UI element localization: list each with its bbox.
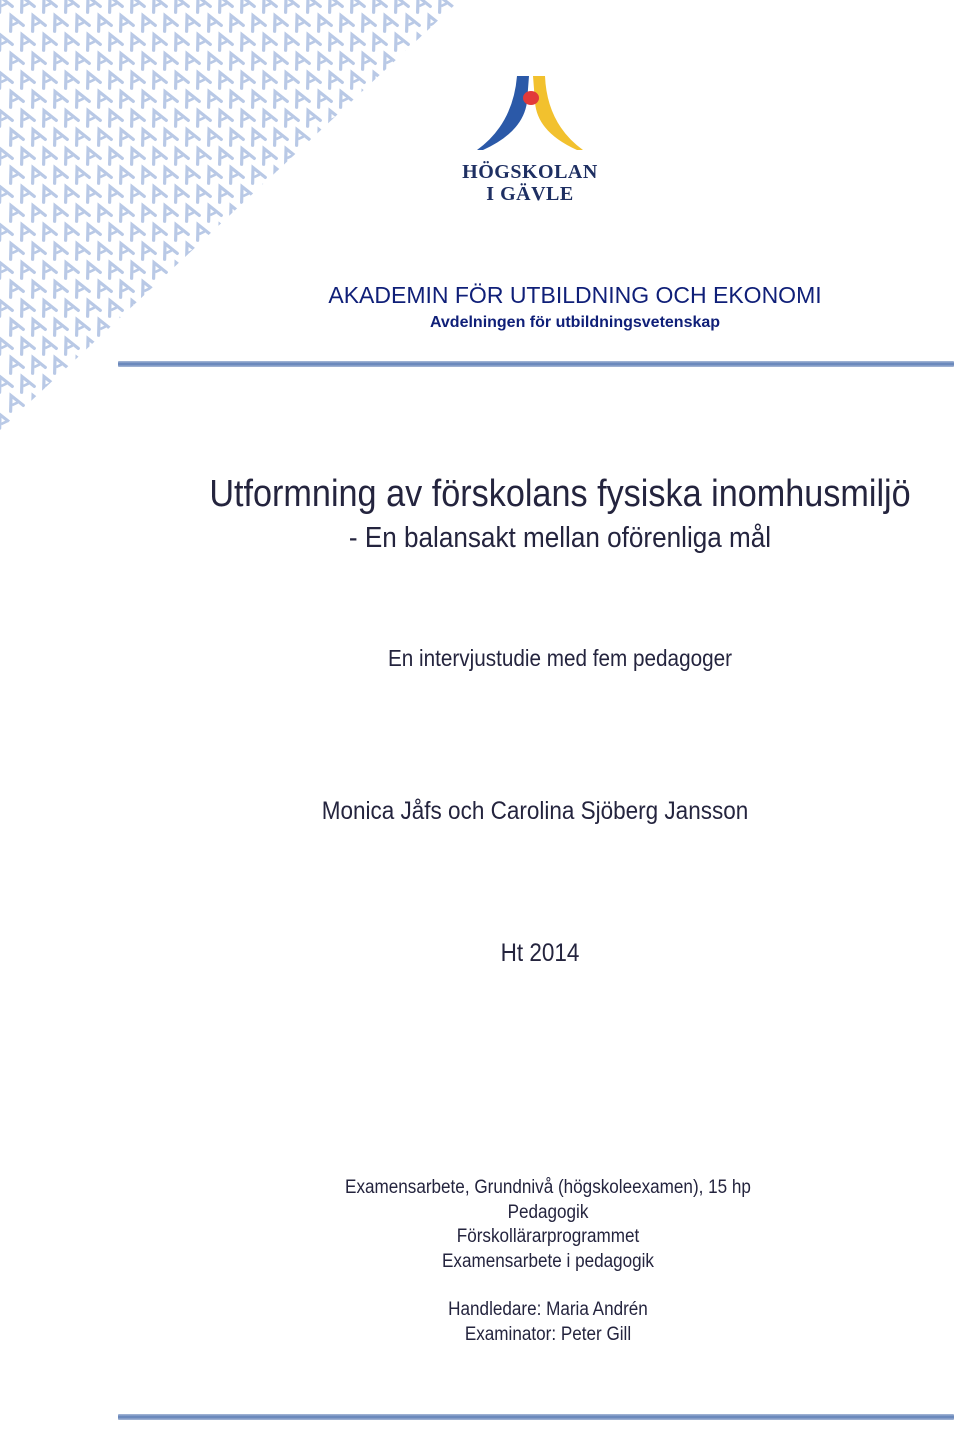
pattern-mark bbox=[181, 165, 200, 184]
pattern-mark bbox=[0, 260, 12, 279]
pattern-mark bbox=[247, 89, 266, 108]
pattern-mark bbox=[71, 241, 90, 260]
pattern-mark bbox=[38, 260, 57, 279]
term: Ht 2014 bbox=[500, 939, 580, 967]
pattern-mark bbox=[49, 89, 68, 108]
pattern-mark bbox=[93, 89, 112, 108]
pattern-mark bbox=[181, 89, 200, 108]
pattern-mark bbox=[170, 108, 189, 127]
pattern-mark bbox=[181, 51, 200, 70]
pattern-mark bbox=[38, 336, 57, 355]
pattern-mark bbox=[159, 51, 178, 70]
academy-name: AKADEMIN FÖR UTBILDNING OCH EKONOMI bbox=[328, 282, 822, 308]
pattern-mark bbox=[159, 203, 178, 222]
pattern-mark bbox=[214, 0, 233, 12]
pattern-mark bbox=[93, 13, 112, 32]
pattern-mark bbox=[16, 336, 35, 355]
pattern-mark bbox=[60, 298, 79, 317]
pattern-mark bbox=[16, 298, 35, 317]
pattern-mark bbox=[192, 184, 211, 203]
pattern-mark bbox=[159, 241, 178, 260]
pattern-mark bbox=[82, 0, 101, 12]
pattern-mark bbox=[60, 0, 79, 12]
pattern-mark bbox=[16, 0, 35, 12]
pattern-mark bbox=[214, 146, 233, 165]
pattern-mark bbox=[93, 165, 112, 184]
pattern-mark bbox=[324, 0, 343, 12]
pattern-mark bbox=[0, 184, 12, 203]
pattern-mark bbox=[126, 146, 145, 165]
pattern-mark bbox=[412, 0, 431, 12]
pattern-mark bbox=[269, 89, 288, 108]
pattern-mark bbox=[27, 127, 46, 146]
pattern-mark bbox=[170, 0, 189, 12]
pattern-mark bbox=[27, 279, 46, 298]
pattern-mark bbox=[302, 108, 321, 127]
pattern-mark bbox=[38, 108, 57, 127]
pattern-mark bbox=[49, 51, 68, 70]
pattern-mark bbox=[390, 0, 409, 12]
pattern-mark bbox=[170, 32, 189, 51]
pattern-mark bbox=[60, 222, 79, 241]
pattern-mark bbox=[0, 336, 12, 355]
course-subject: Pedagogik bbox=[507, 1201, 589, 1223]
pattern-mark bbox=[71, 51, 90, 70]
pattern-mark bbox=[148, 184, 167, 203]
pattern-mark bbox=[5, 51, 24, 70]
pattern-mark bbox=[137, 51, 156, 70]
pattern-mark bbox=[0, 32, 12, 51]
pattern-mark bbox=[291, 89, 310, 108]
pattern-mark bbox=[126, 222, 145, 241]
pattern-mark bbox=[269, 13, 288, 32]
pattern-mark bbox=[16, 146, 35, 165]
pattern-mark bbox=[60, 260, 79, 279]
pattern-mark bbox=[225, 13, 244, 32]
pattern-mark bbox=[104, 146, 123, 165]
pattern-mark bbox=[38, 70, 57, 89]
supervision-details bbox=[116, 1298, 960, 1347]
pattern-mark bbox=[214, 184, 233, 203]
pattern-mark bbox=[0, 374, 12, 393]
pattern-mark bbox=[5, 355, 24, 374]
pattern-mark bbox=[16, 184, 35, 203]
pattern-mark bbox=[49, 127, 68, 146]
pattern-mark bbox=[126, 0, 145, 12]
pattern-mark bbox=[225, 89, 244, 108]
pattern-mark bbox=[27, 89, 46, 108]
pattern-mark bbox=[0, 146, 12, 165]
pattern-mark bbox=[335, 13, 354, 32]
pattern-mark bbox=[27, 355, 46, 374]
pattern-mark bbox=[16, 108, 35, 127]
pattern-mark bbox=[236, 0, 255, 12]
pattern-mark bbox=[280, 70, 299, 89]
pattern-mark bbox=[137, 89, 156, 108]
pattern-mark bbox=[335, 51, 354, 70]
pattern-mark bbox=[302, 70, 321, 89]
pattern-mark bbox=[104, 184, 123, 203]
logo-wordmark-line2: I GÄVLE bbox=[486, 183, 574, 205]
pattern-mark bbox=[126, 70, 145, 89]
pattern-mark bbox=[71, 317, 90, 336]
pattern-mark bbox=[192, 146, 211, 165]
pattern-mark bbox=[302, 32, 321, 51]
pattern-mark bbox=[225, 127, 244, 146]
pattern-mark bbox=[16, 260, 35, 279]
pattern-mark bbox=[137, 203, 156, 222]
pattern-mark bbox=[236, 146, 255, 165]
pattern-mark bbox=[82, 184, 101, 203]
pattern-mark bbox=[148, 222, 167, 241]
thesis-title: Utformning av förskolans fysiska inomhusmiljö bbox=[209, 473, 911, 515]
pattern-mark bbox=[5, 241, 24, 260]
pattern-mark bbox=[192, 0, 211, 12]
pattern-mark bbox=[104, 108, 123, 127]
pattern-mark bbox=[49, 279, 68, 298]
pattern-mark bbox=[214, 70, 233, 89]
pattern-mark bbox=[104, 70, 123, 89]
pattern-mark bbox=[38, 222, 57, 241]
pattern-mark bbox=[0, 222, 12, 241]
pattern-mark bbox=[137, 165, 156, 184]
pattern-mark bbox=[71, 13, 90, 32]
pattern-mark bbox=[280, 108, 299, 127]
pattern-mark bbox=[324, 32, 343, 51]
thesis-subtitle: - En balansakt mellan oförenliga mål bbox=[348, 522, 772, 554]
pattern-mark bbox=[379, 13, 398, 32]
pattern-mark bbox=[104, 222, 123, 241]
pattern-mark bbox=[236, 108, 255, 127]
pattern-mark bbox=[368, 0, 387, 12]
pattern-mark bbox=[214, 32, 233, 51]
pattern-mark bbox=[5, 317, 24, 336]
study-description: En intervjustudie med fem pedagoger bbox=[387, 645, 733, 671]
pattern-mark bbox=[236, 70, 255, 89]
pattern-mark bbox=[126, 32, 145, 51]
pattern-mark bbox=[247, 127, 266, 146]
pattern-mark bbox=[203, 89, 222, 108]
pattern-mark bbox=[104, 0, 123, 12]
pattern-mark bbox=[71, 203, 90, 222]
pattern-mark bbox=[170, 222, 189, 241]
pattern-mark bbox=[192, 108, 211, 127]
division-name: Avdelningen för utbildningsvetenskap bbox=[429, 314, 721, 331]
pattern-mark bbox=[148, 260, 167, 279]
pattern-mark bbox=[49, 165, 68, 184]
pattern-mark bbox=[214, 108, 233, 127]
pattern-mark bbox=[0, 298, 12, 317]
pattern-mark bbox=[93, 241, 112, 260]
pattern-mark bbox=[148, 32, 167, 51]
pattern-mark bbox=[291, 51, 310, 70]
pattern-mark bbox=[16, 70, 35, 89]
pattern-mark bbox=[82, 260, 101, 279]
pattern-mark bbox=[280, 32, 299, 51]
pattern-mark bbox=[357, 51, 376, 70]
pattern-mark bbox=[38, 32, 57, 51]
pattern-mark bbox=[159, 89, 178, 108]
pattern-mark bbox=[258, 32, 277, 51]
pattern-mark bbox=[324, 70, 343, 89]
pattern-mark bbox=[159, 165, 178, 184]
pattern-mark bbox=[346, 0, 365, 12]
pattern-mark bbox=[192, 70, 211, 89]
pattern-mark bbox=[280, 0, 299, 12]
pattern-mark bbox=[93, 203, 112, 222]
pattern-mark bbox=[16, 374, 35, 393]
pattern-mark bbox=[203, 127, 222, 146]
pattern-mark bbox=[115, 89, 134, 108]
pattern-mark bbox=[60, 336, 79, 355]
pattern-mark bbox=[236, 32, 255, 51]
pattern-mark bbox=[0, 0, 12, 12]
logo-wordmark-line1: HÖGSKOLAN bbox=[462, 161, 598, 183]
pattern-mark bbox=[49, 13, 68, 32]
pattern-mark bbox=[357, 13, 376, 32]
pattern-mark bbox=[49, 203, 68, 222]
pattern-mark bbox=[38, 0, 57, 12]
pattern-mark bbox=[27, 51, 46, 70]
pattern-mark bbox=[247, 13, 266, 32]
pattern-mark bbox=[225, 165, 244, 184]
pattern-mark bbox=[181, 127, 200, 146]
pattern-mark bbox=[126, 184, 145, 203]
pattern-mark bbox=[27, 203, 46, 222]
pattern-mark bbox=[71, 127, 90, 146]
pattern-mark bbox=[291, 13, 310, 32]
pattern-mark bbox=[82, 222, 101, 241]
pattern-mark bbox=[16, 32, 35, 51]
pattern-mark bbox=[104, 260, 123, 279]
pattern-mark bbox=[258, 70, 277, 89]
pattern-mark bbox=[115, 241, 134, 260]
pattern-mark bbox=[82, 70, 101, 89]
pattern-mark bbox=[115, 127, 134, 146]
pattern-mark bbox=[269, 127, 288, 146]
pattern-mark bbox=[82, 146, 101, 165]
pattern-mark bbox=[181, 13, 200, 32]
bottom-divider bbox=[118, 1414, 954, 1420]
supervisor: Handledare: Maria Andrén bbox=[448, 1299, 648, 1320]
pattern-mark bbox=[115, 203, 134, 222]
pattern-mark bbox=[82, 108, 101, 127]
pattern-mark bbox=[71, 89, 90, 108]
pattern-mark bbox=[170, 146, 189, 165]
pattern-mark bbox=[5, 127, 24, 146]
pattern-mark bbox=[115, 51, 134, 70]
top-divider bbox=[118, 361, 954, 367]
pattern-mark bbox=[126, 108, 145, 127]
pattern-mark bbox=[258, 108, 277, 127]
pattern-mark bbox=[192, 32, 211, 51]
pattern-mark bbox=[137, 241, 156, 260]
pattern-mark bbox=[203, 203, 222, 222]
course-level: Examensarbete, Grundnivå (högskoleexamen), 15 hp bbox=[345, 1177, 751, 1198]
pattern-mark bbox=[401, 13, 420, 32]
pattern-mark bbox=[137, 127, 156, 146]
pattern-mark bbox=[71, 279, 90, 298]
pattern-mark bbox=[159, 127, 178, 146]
pattern-mark bbox=[247, 165, 266, 184]
pattern-mark bbox=[27, 241, 46, 260]
pattern-mark bbox=[148, 146, 167, 165]
pattern-mark bbox=[60, 146, 79, 165]
pattern-mark bbox=[313, 13, 332, 32]
pattern-mark bbox=[313, 89, 332, 108]
pattern-mark bbox=[203, 13, 222, 32]
authors: Monica Jåfs och Carolina Sjöberg Jansson bbox=[321, 797, 749, 825]
course-programme: Förskollärarprogrammet bbox=[456, 1226, 640, 1247]
pattern-mark bbox=[0, 70, 12, 89]
pattern-mark bbox=[368, 32, 387, 51]
pattern-mark bbox=[170, 70, 189, 89]
examiner: Examinator: Peter Gill bbox=[464, 1323, 632, 1345]
pattern-mark bbox=[148, 70, 167, 89]
pattern-mark bbox=[93, 51, 112, 70]
pattern-mark bbox=[27, 13, 46, 32]
course-name: Examensarbete i pedagogik bbox=[441, 1250, 654, 1272]
pattern-mark bbox=[49, 317, 68, 336]
pattern-mark bbox=[0, 108, 12, 127]
pattern-mark bbox=[181, 203, 200, 222]
pattern-mark bbox=[60, 70, 79, 89]
pattern-mark bbox=[346, 32, 365, 51]
pattern-mark bbox=[148, 0, 167, 12]
pattern-mark bbox=[247, 51, 266, 70]
pattern-mark bbox=[5, 13, 24, 32]
pattern-mark bbox=[16, 222, 35, 241]
pattern-mark bbox=[313, 51, 332, 70]
pattern-mark bbox=[38, 184, 57, 203]
pattern-mark bbox=[60, 32, 79, 51]
pattern-mark bbox=[225, 51, 244, 70]
pattern-mark bbox=[346, 70, 365, 89]
pattern-mark bbox=[38, 298, 57, 317]
pattern-mark bbox=[5, 393, 24, 412]
pattern-mark bbox=[27, 317, 46, 336]
pattern-mark bbox=[5, 279, 24, 298]
pattern-mark bbox=[258, 0, 277, 12]
pattern-mark bbox=[258, 146, 277, 165]
pattern-mark bbox=[27, 165, 46, 184]
pattern-mark bbox=[148, 108, 167, 127]
pattern-mark bbox=[71, 165, 90, 184]
course-details bbox=[116, 1176, 960, 1274]
pattern-mark bbox=[126, 260, 145, 279]
pattern-mark bbox=[137, 13, 156, 32]
pattern-mark bbox=[159, 13, 178, 32]
pattern-mark bbox=[170, 184, 189, 203]
pattern-mark bbox=[115, 13, 134, 32]
pattern-mark bbox=[60, 108, 79, 127]
pattern-mark bbox=[5, 89, 24, 108]
pattern-mark bbox=[269, 51, 288, 70]
pattern-mark bbox=[82, 32, 101, 51]
pattern-mark bbox=[302, 0, 321, 12]
pattern-mark bbox=[115, 165, 134, 184]
pattern-mark bbox=[291, 127, 310, 146]
pattern-mark bbox=[390, 32, 409, 51]
pattern-mark bbox=[5, 203, 24, 222]
pattern-mark bbox=[203, 51, 222, 70]
pattern-mark bbox=[93, 127, 112, 146]
pattern-mark bbox=[49, 241, 68, 260]
pattern-mark bbox=[203, 165, 222, 184]
pattern-mark bbox=[5, 165, 24, 184]
pattern-mark bbox=[60, 184, 79, 203]
pattern-mark bbox=[38, 146, 57, 165]
pattern-mark bbox=[104, 32, 123, 51]
